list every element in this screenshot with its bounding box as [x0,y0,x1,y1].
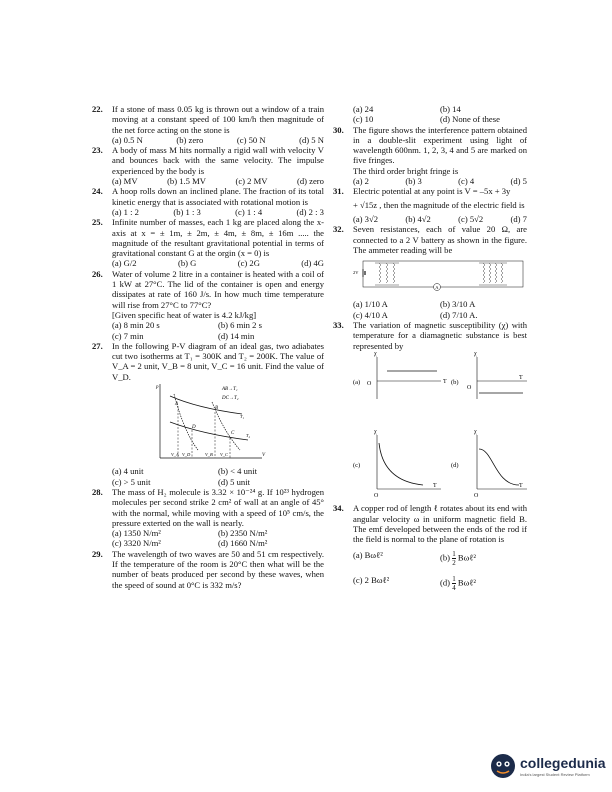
question-number: 34. [333,503,344,514]
question-number: 32. [333,224,344,235]
option-d: (d) [440,577,451,588]
graph-c-origin: O [374,492,379,499]
question-28 [92,487,324,549]
option-b: (b) [440,552,451,563]
graph-b-label: (b) [451,378,459,386]
question-number: 26. [92,268,103,279]
question-text: A body of mass M hits normally a rigid wall with velocity V and bounces back with the same velocity. The impulse experienced by the body is [112,145,324,176]
option-b: (b) < 4 unit [218,466,257,477]
option-b: (b) 1.5 MV [167,176,206,187]
question-24 [92,186,324,217]
question-number: 31. [333,186,344,197]
option-a: (a) MV [112,176,138,187]
option-b: (b) 3 [405,176,422,187]
question-number: 24. [92,186,103,197]
logo-wordmark: collegedunia [520,755,606,771]
question-23 [92,145,324,186]
option-a: (a) 1 : 2 [112,206,139,217]
question-number: 33. [333,320,344,331]
options [353,214,527,224]
options [112,135,324,145]
graph-a-label: (a) [353,378,361,386]
option-d: (d) 4G [301,258,324,269]
options [112,176,324,186]
graph-c-chi-label: χ [374,428,377,435]
option-d: (d) 5 unit [218,476,250,487]
ammeter-label: A [435,284,439,290]
option-b-expr: Bωℓ² [457,552,476,563]
vd-label: V_D [182,452,191,458]
vb-label: V_B [205,452,213,458]
ab-legend: AB→T₁ [222,387,238,393]
option-a: (a) G/2 [112,258,137,269]
logo-mascot-icon [491,754,515,778]
question-text: The figure shows the interference pattern obtained in a double-slit experiment using light of wavelength 600nm. 1, 2, 3, 4 and 5 are marked on five fringes. [353,124,527,166]
option-d: (d) 7 [510,213,527,224]
question-30 [333,125,527,187]
options [353,299,527,320]
question-text: Infinite number of masses, each 1 kg are placed along the x-axis at x = ± 1m, ± 2m, ± 4m, ± 8m, ± 16m ..... the magnitude of the resultant gravitational potential in terms of gravitational constant G at the orgin (x = 0) is [112,217,324,259]
option-a: (a) 2 [353,176,369,187]
option-a: (a) 24 [353,104,374,114]
p-label: p [156,385,159,391]
question-text-line2: + √15z , then the magnitude of the electric field is [353,199,525,210]
question-33 [333,320,527,503]
va-label: V_A [171,452,179,458]
option-c: (c) 4/10 A [353,309,388,320]
option-a: (a) 1/10 A [353,299,388,310]
question-number: 22. [92,104,103,114]
option-d-wrap [440,575,527,592]
option-a: (a) 8 min 20 s [112,320,160,331]
graph-c-t-label: T [433,482,437,489]
option-b: (b) 2350 N/m² [218,528,268,539]
question-25 [92,217,324,268]
point-c: C [231,431,235,437]
option-b: (b) G [177,258,197,269]
left-column [92,104,324,590]
logo-tagline: India's largest Student Review Platform [520,772,590,777]
options [112,258,324,268]
question-number: 29. [92,548,103,559]
question-31 [333,186,527,224]
fraction-quarter: $\frac{1}{4}$ [452,575,456,593]
question-text: The mass of H₂ molecule is 3.32 × 10⁻²⁴ g. If 10²³ hydrogen molecules per second strike 2 cm² of wall at an angle of 45° with the normal, while moving with a speed of 10⁵ cm/s, the pressure exterted on the wall is nearly. [112,486,324,528]
given-note: [Given specific heat of water is 4.2 kJ/kg] [112,309,257,320]
question-22 [92,104,324,145]
question-subtext: The third order bright fringe is [353,165,459,176]
options [112,207,324,217]
battery-label: 2V [353,270,359,276]
option-d: (d) 2 : 3 [296,206,324,217]
question-number: 30. [333,124,344,135]
isotherm-t2 [170,422,248,440]
susceptibility-graphs [353,351,527,501]
point-a: A [175,402,179,408]
option-a: (a) Bωℓ² [353,550,383,561]
right-column [333,104,527,592]
question-number: 27. [92,340,103,351]
option-c: (c) 1 : 4 [235,206,263,217]
option-b: (b) 6 min 2 s [218,320,262,331]
option-c: (c) 3320 N/m² [112,538,161,549]
question-text: A copper rod of length ℓ rotates about its end with angular velocity ω in uniform magnetic field B. The emf developed between the ends of the rod if the field is normal to the plane of rotation is [353,503,527,545]
option-c: (c) 2G [237,258,260,269]
graph-d-label: (d) [451,461,459,469]
option-d: (d) 5 [510,176,527,187]
pv-diagram [112,382,324,464]
question-number: 25. [92,217,103,228]
graph-c-curve [379,443,423,485]
graph-d-chi-label: χ [474,428,477,435]
point-b: B [215,406,219,412]
question-text: The wavelength of two waves are 50 and 51 cm respectively. If the temperature of the room is 20°C then what will be the number of beats produced per second by these waves, when the speed of sound at 0°C is 332 m/s? [112,548,324,590]
option-c: (c) 4 [458,176,475,187]
graph-b-origin: O [467,384,472,391]
option-a: (a) 4 unit [112,466,144,477]
option-d: (d) 14 min [218,330,255,341]
resistor-circuit [353,255,527,297]
option-a: (a) 3√2 [353,213,378,224]
question-29-options [333,104,527,125]
option-d: (d) 1660 N/m² [218,538,268,549]
option-b-wrap [440,550,527,567]
option-d: (d) zero [297,176,324,187]
option-c: (c) > 5 unit [112,476,151,487]
resistor-bank-left [375,263,399,285]
graph-c-label: (c) [353,461,361,469]
graph-b-chi-label: χ [474,350,477,357]
options [112,466,324,487]
option-b: (b) zero [176,134,204,145]
option-b: (b) 3/10 A [440,299,476,310]
graph-a-origin: O [367,380,372,387]
question-text: If a stone of mass 0.05 kg is thrown out a window of a train moving at a constant speed of 100 km/h then magnitude of the net force acting on the stone is [112,104,324,135]
option-d-expr: Bωℓ² [457,577,476,588]
option-c: (c) 5√2 [458,213,484,224]
option-b: (b) 14 [440,104,461,114]
t2-label: T₂ [246,433,251,439]
question-text: A hoop rolls down an inclined plane. The fraction of its total kinetic energy that is associated with rotational motion is [112,186,324,207]
dc-legend: DC→T₂ [222,396,239,402]
option-c: (c) 7 min [112,330,144,341]
v-label: V [262,453,266,459]
question-34 [333,503,527,592]
graph-b-t-label: T [519,374,523,381]
resistor-bank-right [479,263,507,285]
t1-label: T₁ [240,414,245,420]
option-c: (c) 10 [353,114,374,125]
option-d: (d) None of these [440,114,500,125]
options-row-2 [353,575,527,592]
graph-a-t-label: T [443,378,447,385]
question-27 [92,341,324,487]
option-c: (c) 2 MV [235,176,268,187]
graph-d-origin: O [474,492,479,499]
options [353,176,527,186]
options [112,320,324,341]
vc-label: V_C [220,452,229,458]
option-d: (d) 7/10 A. [440,309,478,320]
graph-a-chi-label: χ [374,350,377,357]
question-text: In the following P-V diagram of an ideal gas, two adiabates cut two isotherms at T₁ = 300K and T₂ = 200K. The value of V_A = 2 unit, V_B = 8 unit, V_C = 16 unit. Find the value of V_D. [112,340,324,382]
options-row-1 [353,550,527,567]
question-text: Water of volume 2 litre in a container is heated with a coil of 1 kW at 27°C. The lid of the container is open and energy dissipates at rate of 160 J/s. In how much time temperature will rise from 27°C to 77°C? [112,268,324,310]
question-26 [92,269,324,341]
question-number: 28. [92,486,103,497]
fraction-half: $\frac{1}{2}$ [452,550,456,568]
option-c: (c) 2 Bωℓ² [353,575,390,586]
question-text: Seven resistances, each of value 20 Ω, are connected to a 2 V battery as shown in the figure. The ammeter reading will be [353,224,527,255]
graph-d-t-label: T [519,482,523,489]
question-29 [92,548,324,590]
options [353,104,527,125]
question-number: 23. [92,145,103,156]
question-32 [333,224,527,320]
option-b: (b) 4√2 [405,213,431,224]
options [112,528,324,549]
option-d: (d) 5 N [299,134,324,145]
graph-d-curve [479,449,519,485]
question-text: The variation of magnetic susceptibility (χ) with temperature for a diamagnetic substance is best represented by [353,320,527,351]
option-a: (a) 1350 N/m² [112,528,161,539]
option-b: (b) 1 : 3 [173,206,201,217]
option-c: (c) 50 N [236,134,266,145]
question-text-line1: Electric potential at any point is V = –5x + 3y [353,186,511,197]
point-d: D [192,425,196,431]
option-a: (a) 0.5 N [112,134,143,145]
